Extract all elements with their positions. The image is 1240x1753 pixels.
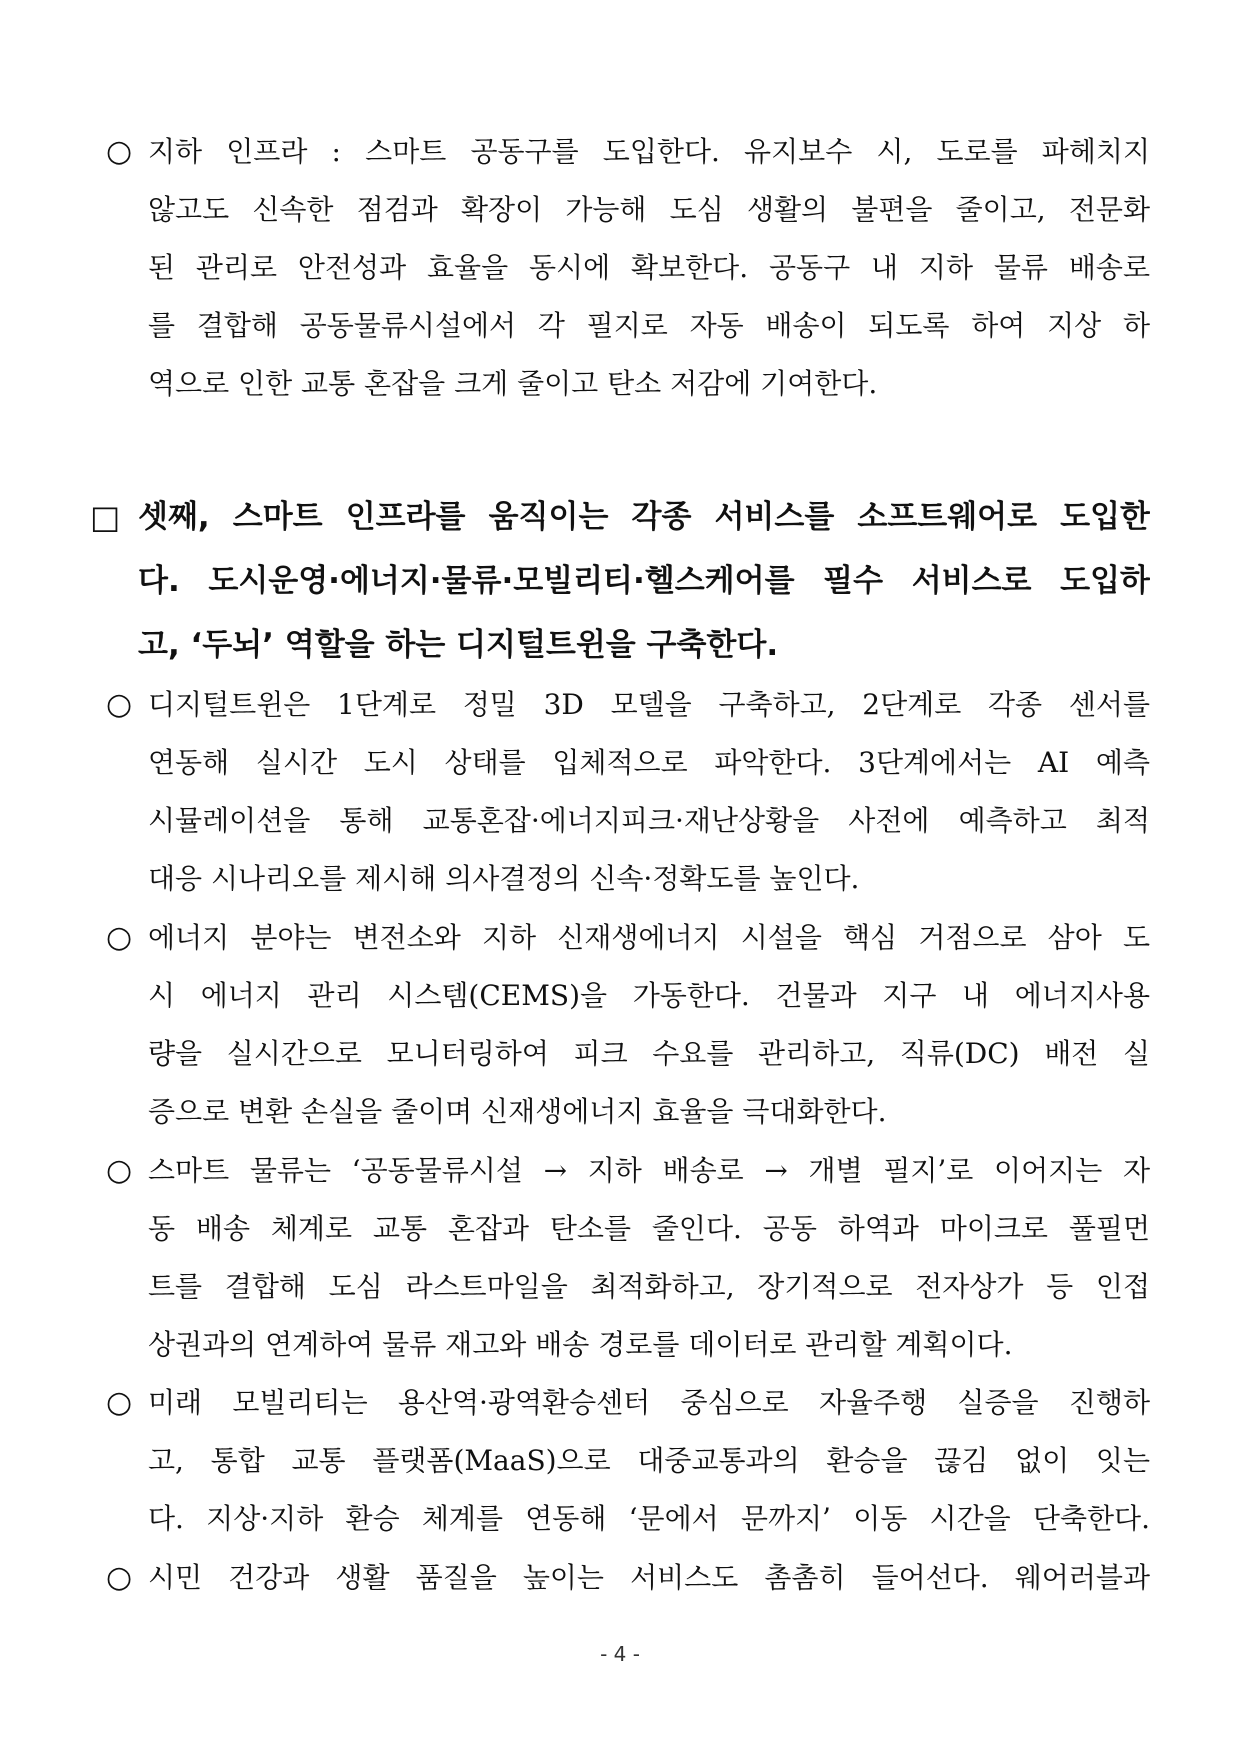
text-line: 상권과의 연계하여 물류 재고와 배송 경로를 데이터로 관리할 계획이다.: [148, 1328, 1013, 1361]
circle-bullet: ○: [106, 687, 133, 722]
text-line: 디지털트윈은 1단계로 정밀 3D 모델을 구축하고, 2단계로 각종 센서를: [148, 688, 1150, 721]
text-line: 증으로 변환 손실을 줄이며 신재생에너지 효율을 극대화한다.: [148, 1095, 887, 1128]
heading-line: 다. 도시운영·에너지·물류·모빌리티·헬스케어를 필수 서비스로 도입하: [138, 563, 1150, 599]
heading-line: 고, ‘두뇌’ 역할을 하는 디지털트윈을 구축한다.: [138, 627, 779, 663]
text-line: 않고도 신속한 점검과 확장이 가능해 도심 생활의 불편을 줄이고, 전문화: [148, 193, 1150, 226]
text-line: 시뮬레이션을 통해 교통혼잡·에너지피크·재난상황을 사전에 예측하고 최적: [148, 804, 1150, 837]
circle-bullet: ○: [106, 920, 133, 955]
text-line: 된 관리로 안전성과 효율을 동시에 확보한다. 공동구 내 지하 물류 배송로: [148, 251, 1150, 284]
text-line: 시 에너지 관리 시스템(CEMS)을 가동한다. 건물과 지구 내 에너지사용: [148, 979, 1150, 1012]
text-line: 량을 실시간으로 모니터링하여 피크 수요를 관리하고, 직류(DC) 배전 실: [148, 1037, 1150, 1070]
text-line: 동 배송 체계로 교통 혼잡과 탄소를 줄인다. 공동 하역과 마이크로 풀필먼: [148, 1212, 1150, 1245]
circle-bullet: ○: [106, 1153, 133, 1188]
text-line: 역으로 인한 교통 혼잡을 크게 줄이고 탄소 저감에 기여한다.: [148, 367, 878, 400]
text-line: 대응 시나리오를 제시해 의사결정의 신속·정확도를 높인다.: [148, 862, 860, 895]
text-line: 를 결합해 공동물류시설에서 각 필지로 자동 배송이 되도록 하여 지상 하: [148, 309, 1150, 342]
text-line: 고, 통합 교통 플랫폼(MaaS)으로 대중교통과의 환승을 끊김 없이 잇는: [148, 1444, 1150, 1477]
heading-line: 셋째, 스마트 인프라를 움직이는 각종 서비스를 소프트웨어로 도입한: [138, 499, 1150, 535]
text-line: 다. 지상·지하 환승 체계를 연동해 ‘문에서 문까지’ 이동 시간을 단축한다.: [148, 1502, 1150, 1535]
text-line: 지하 인프라 : 스마트 공동구를 도입한다. 유지보수 시, 도로를 파헤치지: [148, 135, 1150, 168]
text-line: 트를 결합해 도심 라스트마일을 최적화하고, 장기적으로 전자상가 등 인접: [148, 1270, 1150, 1303]
text-line: 에너지 분야는 변전소와 지하 신재생에너지 시설을 핵심 거점으로 삼아 도: [148, 921, 1150, 954]
circle-bullet: ○: [106, 1560, 133, 1595]
circle-bullet: ○: [106, 134, 133, 169]
text-line: 스마트 물류는 ‘공동물류시설 → 지하 배송로 → 개별 필지’로 이어지는 자: [148, 1154, 1150, 1187]
text-line: 연동해 실시간 도시 상태를 입체적으로 파악한다. 3단계에서는 AI 예측: [148, 746, 1150, 779]
page-number: - 4 -: [600, 1642, 640, 1666]
circle-bullet: ○: [106, 1385, 133, 1420]
text-line: 시민 건강과 생활 품질을 높이는 서비스도 촘촘히 들어선다. 웨어러블과: [148, 1561, 1150, 1594]
text-line: 미래 모빌리티는 용산역·광역환승센터 중심으로 자율주행 실증을 진행하: [148, 1386, 1150, 1419]
square-bullet: □: [90, 498, 121, 536]
